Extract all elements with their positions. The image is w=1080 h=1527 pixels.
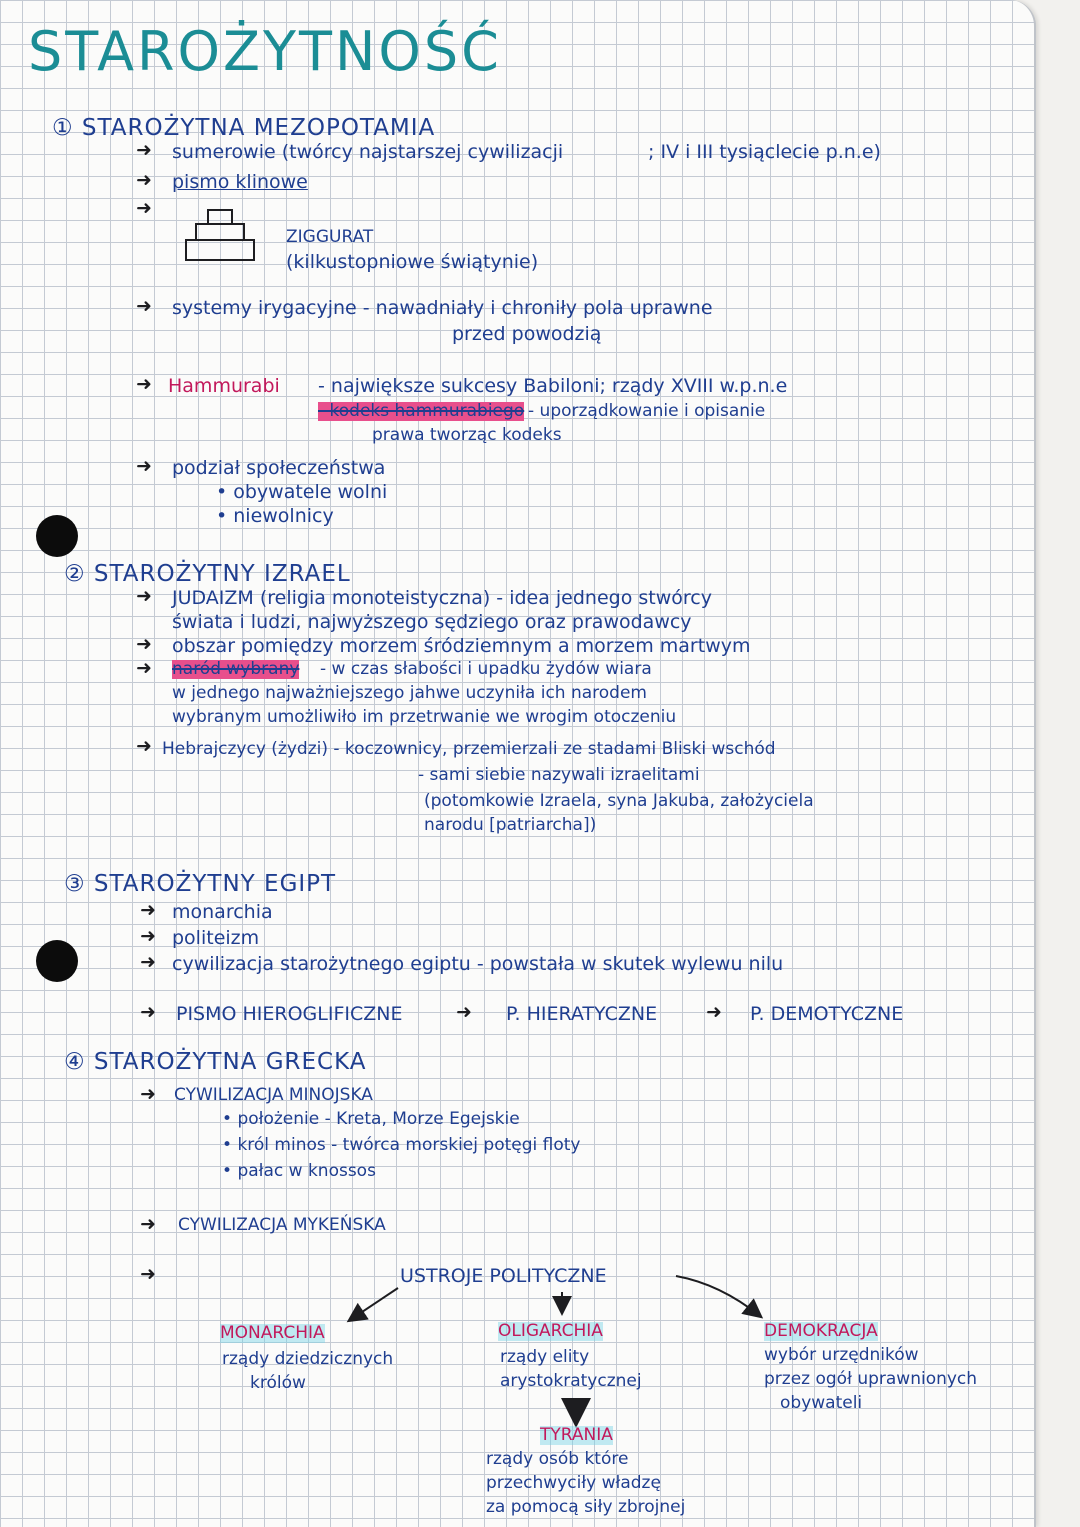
note-minoan: CYWILIZACJA MINOJSKA — [174, 1085, 373, 1105]
diagram-root-political-systems: USTROJE POLITYCZNE — [400, 1265, 607, 1287]
note-writing-hieroglyphic: PISMO HIEROGLIFICZNE — [176, 1003, 403, 1025]
note-society-slaves: • niewolnicy — [216, 505, 334, 527]
note-minoan-palace: • pałac w knossos — [222, 1161, 376, 1181]
page-title: STAROŻYTNOŚĆ — [28, 20, 502, 83]
arrow-bullet: ➜ — [136, 373, 152, 395]
arrow-connector: ➜ — [706, 1001, 722, 1023]
section-heading-greece: ④ STAROŻYTNA GRECKA — [64, 1049, 367, 1075]
note-democracy-1: wybór urzędników — [764, 1345, 919, 1365]
note-irrigation-a: systemy irygacyjne - nawadniały i chroniły pola uprawne — [172, 297, 713, 319]
arrow-bullet: ➜ — [136, 169, 152, 191]
arrow-connector: ➜ — [456, 1001, 472, 1023]
note-egypt-nile: cywilizacja starożytnego egiptu - powstała w skutek wylewu nilu — [172, 953, 784, 975]
note-minoan-location: • położenie - Kreta, Morze Egejskie — [222, 1109, 520, 1129]
note-chosen-2: w jednego najważniejszego jahwe uczyniła ich narodem — [172, 683, 647, 703]
note-hammurabi-b: - uporządkowanie i opisanie — [528, 401, 766, 421]
arrow-bullet: ➜ — [136, 735, 152, 757]
note-writing-demotic: P. DEMOTYCZNE — [750, 1003, 904, 1025]
arrow-bullet: ➜ — [140, 899, 156, 921]
arrow-bullet: ➜ — [140, 1001, 156, 1023]
note-hammurabi-c: prawa tworząc kodeks — [372, 425, 562, 445]
arrow-bullet: ➜ — [136, 295, 152, 317]
note-monarchy-2: królów — [250, 1373, 306, 1393]
diagram-node-tyranny: TYRANIA — [540, 1425, 613, 1445]
note-judaism-2: świata i ludzi, najwyższego sędziego oraz prawodawcy — [172, 611, 692, 633]
note-hammurabi-name: Hammurabi — [168, 375, 280, 397]
note-tyranny-3: za pomocą siły zbrojnej — [486, 1497, 686, 1517]
section-heading-israel: ② STAROŻYTNY IZRAEL — [64, 561, 351, 587]
note-cuneiform: pismo klinowe — [172, 171, 308, 193]
note-ziggurat-desc: (kilkustopniowe świątynie) — [286, 251, 539, 273]
note-chosen-3: wybranym umożliwiło im przetrwanie we wrogim otoczeniu — [172, 707, 677, 727]
arrow-bullet: ➜ — [140, 1263, 156, 1285]
note-egypt-monarchy: monarchia — [172, 901, 273, 923]
note-society-free: • obywatele wolni — [216, 481, 388, 503]
note-irrigation-b: przed powodzią — [452, 323, 602, 345]
note-sumerians-b: ; IV i III tysiąclecie p.n.e) — [648, 141, 881, 163]
note-chosen-rest: - w czas słabości i upadku żydów wiara — [320, 659, 652, 679]
arrow-bullet: ➜ — [140, 1213, 156, 1235]
arrow-bullet: ➜ — [140, 925, 156, 947]
arrow-bullet: ➜ — [136, 139, 152, 161]
arrow-bullet: ➜ — [140, 951, 156, 973]
note-oligarchy-1: rządy elity — [500, 1347, 590, 1367]
note-oligarchy-2: arystokratycznej — [500, 1371, 642, 1391]
note-hammurabi-struck: - kodeks hammurabiego — [318, 401, 525, 421]
diagram-node-monarchy: MONARCHIA — [220, 1323, 325, 1343]
arrow-bullet: ➜ — [136, 657, 152, 679]
arrow-bullet: ➜ — [136, 197, 152, 219]
note-hammurabi-a: - największe sukcesy Babiloni; rządy XVIII w.p.n.e — [318, 375, 788, 397]
note-judaism-1: JUDAIZM (religia monoteistyczna) - idea jednego stwórcy — [172, 587, 712, 609]
note-chosen-label: naród wybrany — [172, 659, 300, 679]
note-society: podział społeczeństwa — [172, 457, 386, 479]
arrow-bullet: ➜ — [136, 585, 152, 607]
arrow-bullet: ➜ — [136, 455, 152, 477]
note-area: obszar pomiędzy morzem śródziemnym a morzem martwym — [172, 635, 751, 657]
note-egypt-polytheism: politeizm — [172, 927, 260, 949]
note-mycenaean: CYWILIZACJA MYKEŃSKA — [178, 1215, 386, 1235]
note-writing-hieratic: P. HIERATYCZNE — [506, 1003, 658, 1025]
note-hebrews-3: (potomkowie Izraela, syna Jakuba, założyciela — [424, 791, 814, 811]
diagram-node-democracy: DEMOKRACJA — [764, 1321, 878, 1341]
arrow-bullet: ➜ — [136, 633, 152, 655]
diagram-node-oligarchy: OLIGARCHIA — [498, 1321, 603, 1341]
note-sumerians-a: sumerowie (twórcy najstarszej cywilizacji — [172, 141, 564, 163]
note-monarchy-1: rządy dziedzicznych — [222, 1349, 394, 1369]
note-hebrews-4: narodu [patriarcha]) — [424, 815, 597, 835]
note-hebrews-1: Hebrajczycy (żydzi) - koczownicy, przemierzali ze stadami Bliski wschód — [162, 739, 776, 759]
section-heading-mesopotamia: ① STAROŻYTNA MEZOPOTAMIA — [52, 115, 436, 141]
note-hebrews-2: - sami siebie nazywali izraelitami — [418, 765, 700, 785]
note-minoan-king: • król minos - twórca morskiej potęgi floty — [222, 1135, 581, 1155]
note-tyranny-2: przechwyciły władzę — [486, 1473, 661, 1493]
note-ziggurat-title: ZIGGURAT — [286, 227, 374, 247]
note-democracy-3: obywateli — [780, 1393, 863, 1413]
arrow-bullet: ➜ — [140, 1083, 156, 1105]
note-democracy-2: przez ogół uprawnionych — [764, 1369, 978, 1389]
note-tyranny-1: rządy osób które — [486, 1449, 629, 1469]
section-heading-egypt: ③ STAROŻYTNY EGIPT — [64, 871, 337, 897]
